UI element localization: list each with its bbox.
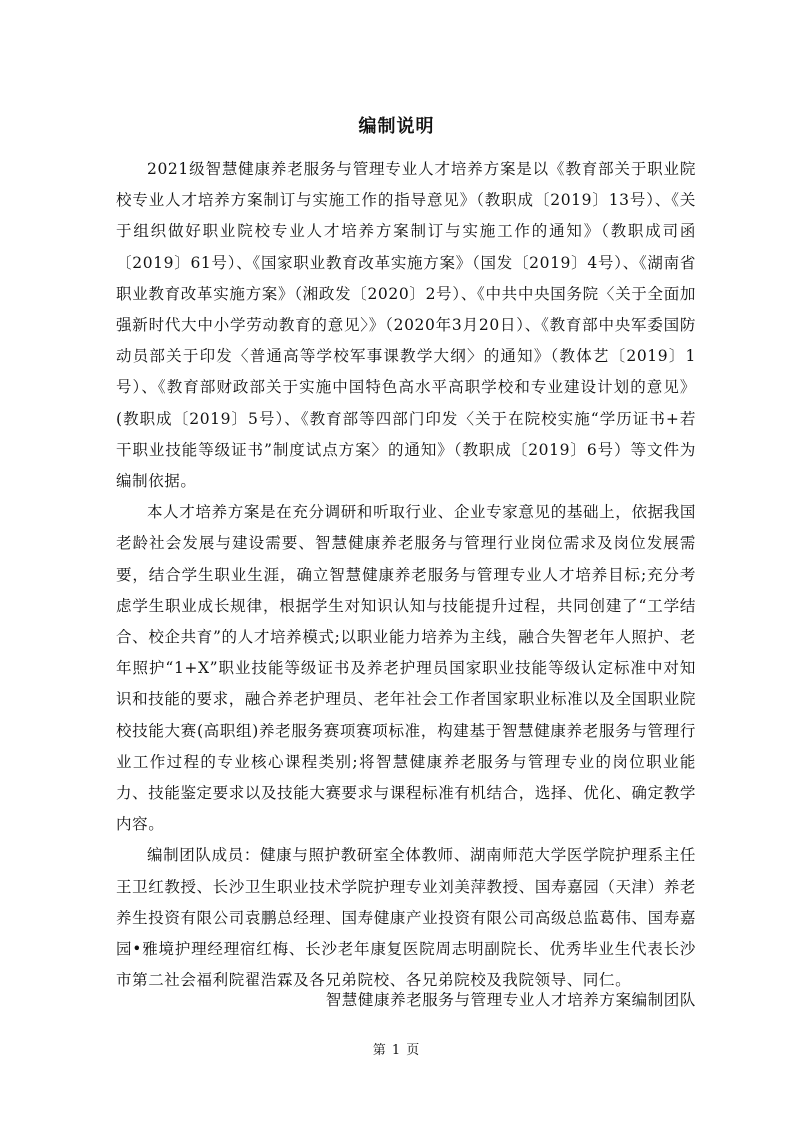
document-title: 编制说明 <box>358 116 435 137</box>
signature: 智慧健康养老服务与管理专业人才培养方案编制团队 <box>325 991 696 1009</box>
paragraph-approach: 本人才培养方案是在充分调研和听取行业、企业专家意见的基础上，依据我国老龄社会发展与建设需要、智慧健康养老服务与管理行业岗位需求及岗位发展需要，结合学生职业生涯，确立智慧健康养老服务与管理专业人才培养目标;充分考虑学生职业成长规律，根据学生对知识认知与技能提升过程，共同创建了“工学结合、校企共育”的人才培养模式;以职业能力培养为主线，融合失智老年人照护、老年照护“1+X”职业技能等级证书及养老护理员国家职业技能等级认定标准中对知识和技能的要求，融合养老护理员、老年社会工作者国家职业标准以及全国职业院校技能大赛(高职组)养老服务赛项赛项标准，构建基于智慧健康养老服务与管理行业工作过程的专业核心课程类别;将智慧健康养老服务与管理专业的岗位职业能力、技能鉴定要求以及技能大赛要求与课程标准有机结合，选择、优化、确定教学内容。 <box>116 503 696 834</box>
paragraph-team: 编制团队成员：健康与照护教研室全体教师、湖南师范大学医学院护理系主任王卫红教授、长沙卫生职业技术学院护理专业刘美萍教授、国寿嘉园（天津）养老养生投资有限公司袁鹏总经理、国寿健康产业投资有限公司高级总监葛伟、国寿嘉园•雅境护理经理宿红梅、长沙老年康复医院周志明副院长、优秀毕业生代表长沙市第二社会福利院翟浩霖及各兄弟院校、各兄弟院校及我院领导、同仁。 <box>116 846 696 990</box>
paragraph-basis: 2021级智慧健康养老服务与管理专业人才培养方案是以《教育部关于职业院校专业人才培养方案制订与实施工作的指导意见》（教职成〔2019〕13号）、《关于组织做好职业院校专业人才培养方案制订与实施工作的通知》（教职成司函〔2019〕61号）、《国家职业教育改革实施方案》（国发〔2019〕4号）、《湖南省职业教育改革实施方案》（湘政发〔2020〕2号）、《中共中央国务院〈关于全面加强新时代大中小学劳动教育的意见〉》（2020年3月20日）、《教育部中央军委国防动员部关于印发〈普通高等学校军事课教学大纲〉的通知》（教体艺〔2019〕1号）、《教育部财政部关于实施中国特色高水平高职学校和专业建设计划的意见》(教职成〔2019〕5号）、《教育部等四部门印发〈关于在院校实施“学历证书+若干职业技能等级证书”制度试点方案〉的通知》（教职成〔2019〕6号）等文件为编制依据。 <box>116 160 696 491</box>
page-number: 第 1 页 <box>372 1043 421 1058</box>
document-body <box>116 154 696 996</box>
